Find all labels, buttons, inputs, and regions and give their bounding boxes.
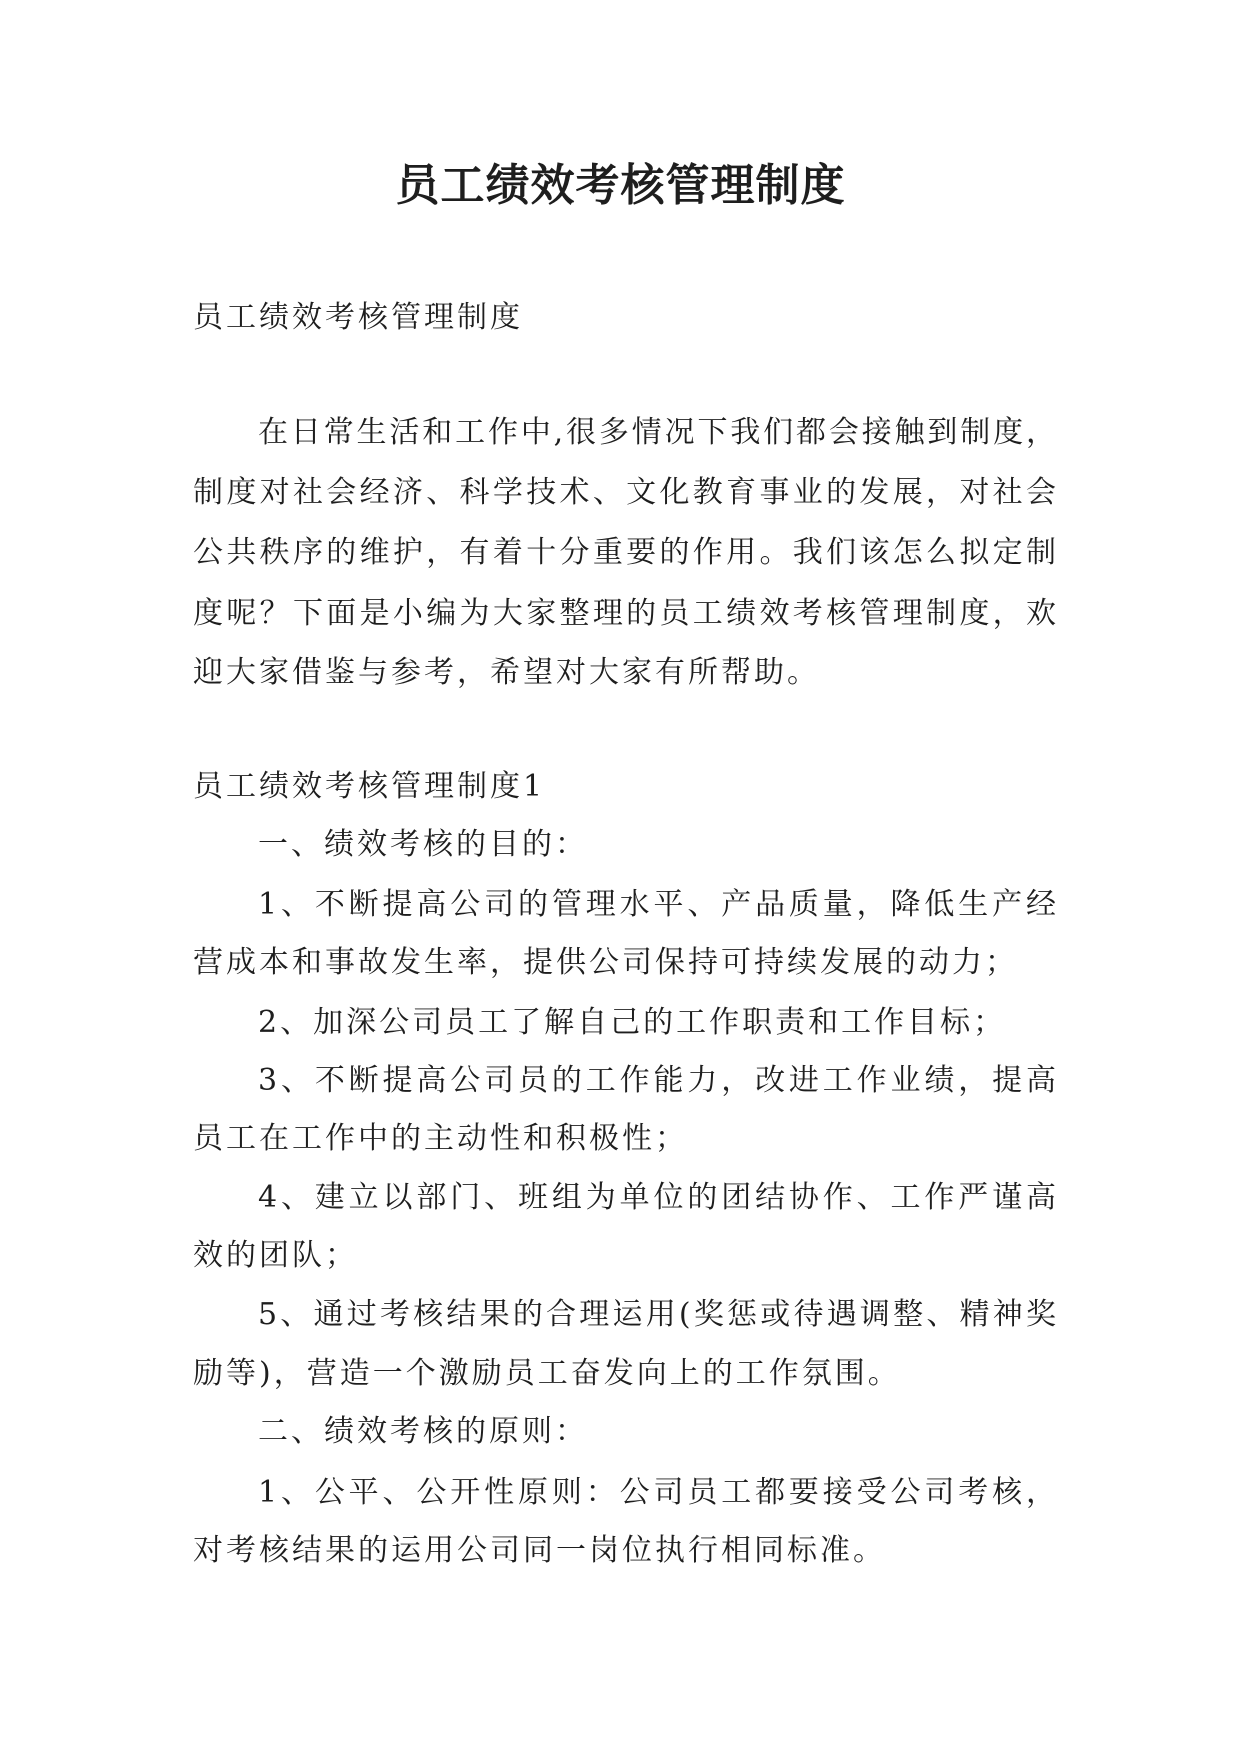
body-line: 1、不断提高公司的管理水平、产品质量，降低生产经: [258, 887, 1057, 922]
body-line: 5、通过考核结果的合理运用(奖惩或待遇调整、精神奖: [258, 1297, 1057, 1332]
intro-line: 在日常生活和工作中,很多情况下我们都会接触到制度，: [258, 415, 1057, 450]
document-title: 员工绩效考核管理制度: [395, 160, 846, 211]
body-line: 营成本和事故发生率，提供公司保持可持续发展的动力；: [193, 945, 1018, 980]
body-line: 4、建立以部门、班组为单位的团结协作、工作严谨高: [258, 1180, 1057, 1215]
body-line: 1、公平、公开性原则：公司员工都要接受公司考核，: [258, 1475, 1057, 1510]
body-line: 效的团队；: [193, 1238, 358, 1273]
section-heading: 员工绩效考核管理制度1: [193, 769, 546, 804]
intro-line: 迎大家借鉴与参考，希望对大家有所帮助。: [193, 655, 820, 690]
body-line: 对考核结果的运用公司同一岗位执行相同标准。: [193, 1533, 886, 1568]
body-line: 3、不断提高公司员的工作能力，改进工作业绩，提高: [258, 1063, 1057, 1098]
document-subtitle: 员工绩效考核管理制度: [193, 300, 523, 335]
intro-line: 公共秩序的维护，有着十分重要的作用。我们该怎么拟定制: [193, 535, 1057, 570]
body-line: 2、加深公司员工了解自己的工作职责和工作目标；: [258, 1005, 1007, 1040]
subsection-heading: 一、绩效考核的目的：: [258, 827, 588, 862]
body-line: 员工在工作中的主动性和积极性；: [193, 1121, 688, 1156]
subsection-heading: 二、绩效考核的原则：: [258, 1414, 588, 1449]
intro-line: 度呢？下面是小编为大家整理的员工绩效考核管理制度，欢: [193, 596, 1057, 631]
body-line: 励等)，营造一个激励员工奋发向上的工作氛围。: [193, 1356, 901, 1391]
intro-line: 制度对社会经济、科学技术、文化教育事业的发展，对社会: [193, 475, 1057, 510]
